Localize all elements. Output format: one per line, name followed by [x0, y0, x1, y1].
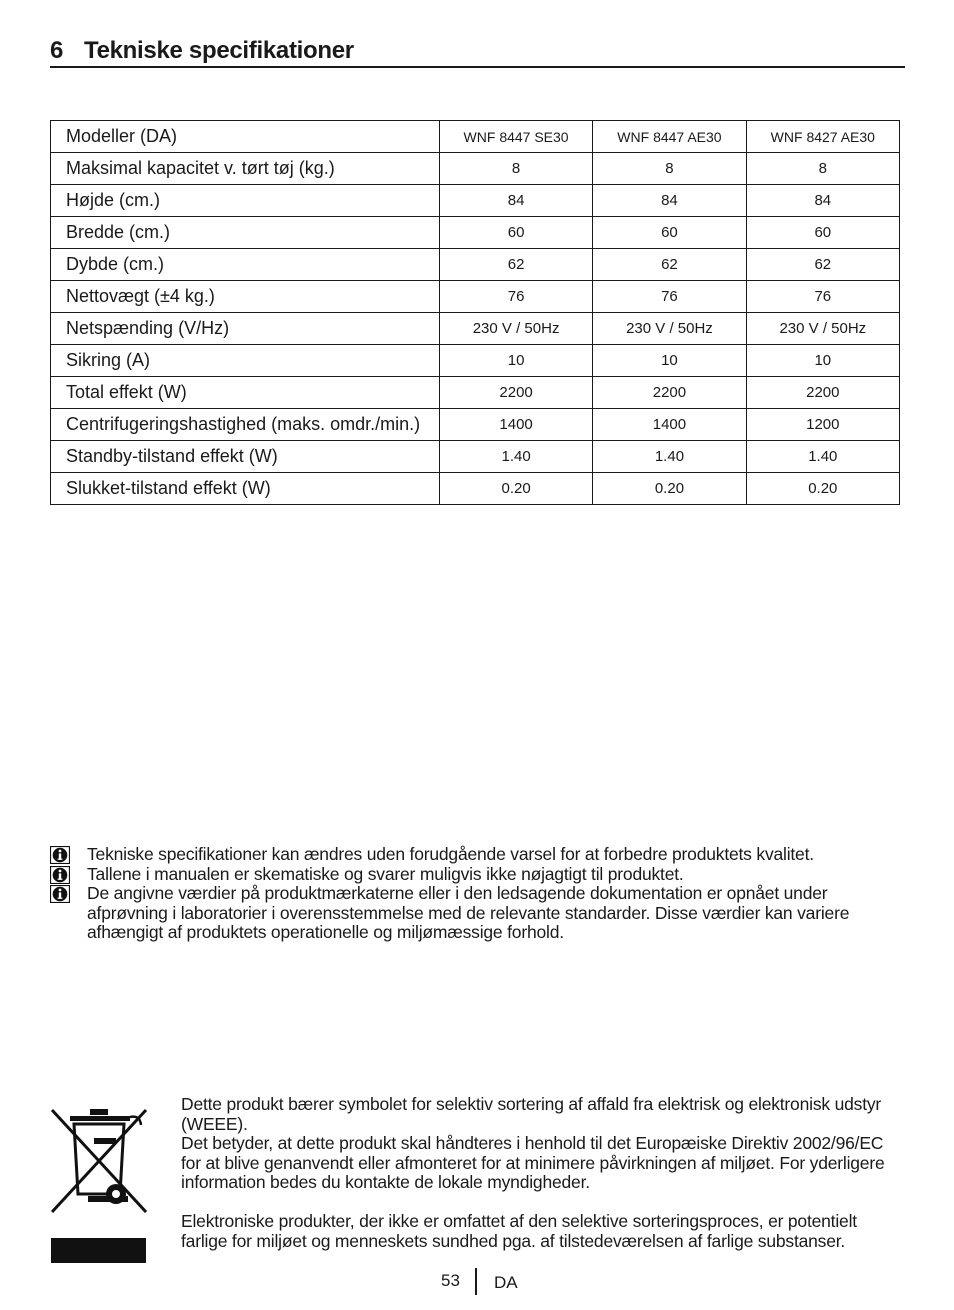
table-row: [51, 313, 900, 345]
table-row: [51, 345, 900, 377]
page-number: 53: [441, 1271, 460, 1290]
spec-value: 84: [439, 185, 592, 217]
section-heading: [50, 36, 905, 68]
info-icon: [50, 866, 70, 884]
section-title: Tekniske specifikationer: [84, 37, 354, 64]
spec-value: 60: [746, 217, 899, 249]
info-note: [50, 865, 910, 885]
spec-value: 0.20: [746, 473, 899, 505]
spec-value: 10: [439, 345, 592, 377]
info-notes: [50, 845, 910, 943]
weee-black-bar: [51, 1238, 146, 1263]
weee-text: [181, 1095, 901, 1251]
model-column-header: WNF 8427 AE30: [746, 121, 899, 153]
info-note: [50, 884, 910, 943]
spec-value: 76: [439, 281, 592, 313]
spec-label: Bredde (cm.): [51, 217, 440, 249]
model-column-header: WNF 8447 SE30: [439, 121, 592, 153]
spec-value: 84: [593, 185, 746, 217]
footer-divider: [475, 1268, 477, 1295]
section-number: 6: [50, 37, 64, 64]
table-row: [51, 153, 900, 185]
spec-value: 62: [746, 249, 899, 281]
spec-label: Nettovægt (±4 kg.): [51, 281, 440, 313]
table-row: [51, 473, 900, 505]
info-note: [50, 845, 910, 865]
table-row: [51, 217, 900, 249]
spec-label: Slukket-tilstand effekt (W): [51, 473, 440, 505]
header-label: Modeller (DA): [51, 121, 440, 153]
spec-value: 2200: [439, 377, 592, 409]
model-column-header: WNF 8447 AE30: [593, 121, 746, 153]
table-row: [51, 185, 900, 217]
spec-value: 1.40: [439, 441, 592, 473]
spec-label: Maksimal kapacitet v. tørt tøj (kg.): [51, 153, 440, 185]
spec-value: 0.20: [439, 473, 592, 505]
note-text: Tekniske specifikationer kan ændres uden forudgående varsel for at forbedre produktets kvalitet.: [87, 844, 814, 864]
table-row: [51, 377, 900, 409]
spec-value: 60: [593, 217, 746, 249]
spec-label: Total effekt (W): [51, 377, 440, 409]
spec-value: 8: [593, 153, 746, 185]
spec-value: 1400: [593, 409, 746, 441]
spec-value: 0.20: [593, 473, 746, 505]
spec-value: 1200: [746, 409, 899, 441]
info-icon: [50, 846, 70, 864]
note-text: Tallene i manualen er skematiske og svarer muligvis ikke nøjagtigt til produktet.: [87, 863, 684, 884]
spec-value: 230 V / 50Hz: [593, 313, 746, 345]
spec-value: 230 V / 50Hz: [746, 313, 899, 345]
note-text: De angivne værdier på produktmærkaterne eller i den ledsagende dokumentation er opnået under afprøvning i laboratorier i overensstemmelse med de relevante standarder. Disse værdier kan variere afhængigt af produktets operationelle og miljømæssige forhold.: [87, 883, 850, 942]
spec-label: Centrifugeringshastighed (maks. omdr./min.): [51, 409, 440, 441]
spec-value: 60: [439, 217, 592, 249]
table-row: [51, 281, 900, 313]
table-row: [51, 409, 900, 441]
spec-value: 2200: [746, 377, 899, 409]
crossed-out-wheelie-bin-icon: [50, 1108, 148, 1214]
spec-value: 76: [746, 281, 899, 313]
info-icon: [50, 885, 70, 903]
spec-value: 1.40: [593, 441, 746, 473]
spec-value: 2200: [593, 377, 746, 409]
weee-paragraph: Det betyder, at dette produkt skal håndteres i henhold til det Europæiske Direktiv 2002/96/EC for at blive genanvendt eller afmonteret for at minimere påvirkningen af miljøet. For yderligere information bedes du kontakte de lokale myndigheder.: [181, 1133, 885, 1192]
spec-label: Dybde (cm.): [51, 249, 440, 281]
spec-label: Standby-tilstand effekt (W): [51, 441, 440, 473]
table-header-row: [51, 121, 900, 153]
spec-value: 8: [439, 153, 592, 185]
spec-value: 8: [746, 153, 899, 185]
spec-table: [50, 120, 900, 505]
spec-value: 84: [746, 185, 899, 217]
table-row: [51, 249, 900, 281]
weee-paragraph: Dette produkt bærer symbolet for selektiv sortering af affald fra elektrisk og elektronisk udstyr (WEEE).: [181, 1094, 882, 1134]
weee-paragraph: Elektroniske produkter, der ikke er omfattet af den selektive sorteringsproces, er potentielt farlige for miljøet og menneskets sundhed pga. af tilstedeværelsen af farlige substanser.: [181, 1211, 857, 1251]
spec-value: 1400: [439, 409, 592, 441]
language-code: DA: [494, 1273, 518, 1292]
spec-value: 76: [593, 281, 746, 313]
spec-value: 62: [593, 249, 746, 281]
spec-value: 10: [593, 345, 746, 377]
table-row: [51, 441, 900, 473]
spec-value: 1.40: [746, 441, 899, 473]
spec-value: 10: [746, 345, 899, 377]
spec-value: 230 V / 50Hz: [439, 313, 592, 345]
spec-label: Sikring (A): [51, 345, 440, 377]
spec-label: Netspænding (V/Hz): [51, 313, 440, 345]
spec-label: Højde (cm.): [51, 185, 440, 217]
spec-value: 62: [439, 249, 592, 281]
page-footer: [0, 1268, 954, 1298]
